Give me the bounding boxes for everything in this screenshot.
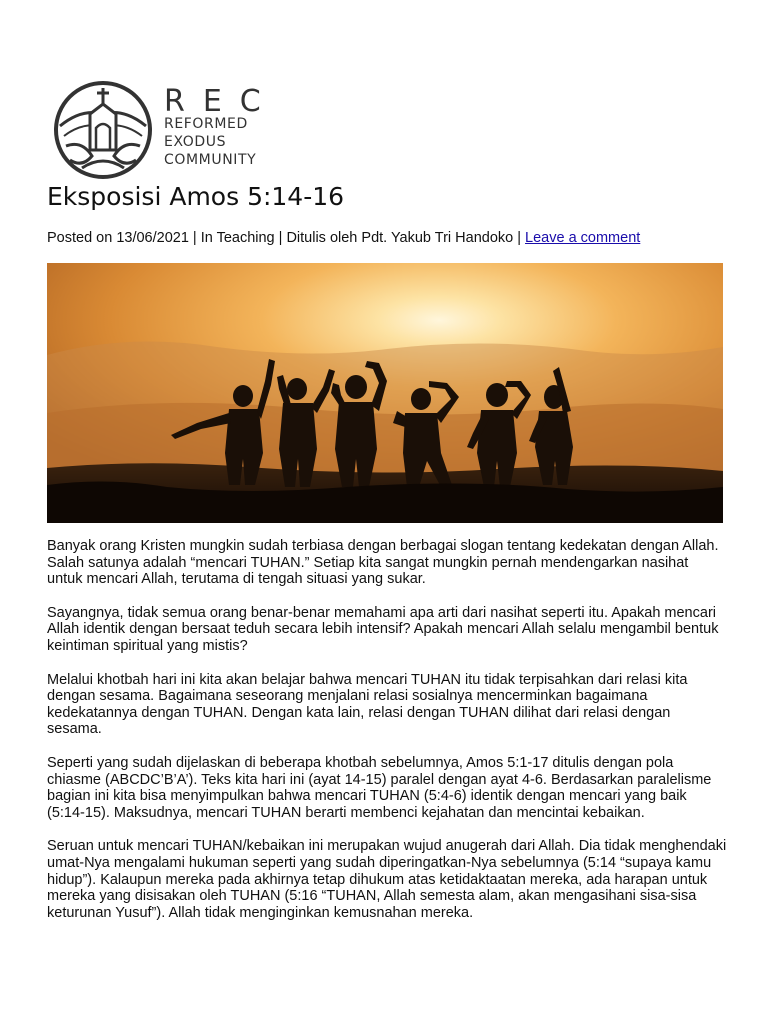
paragraph: Melalui khotbah hari ini kita akan belajar bahwa mencari TUHAN itu tidak terpisahkan dari relasi kita dengan sesama. Bagaimana seseorang menjalani relasi sosialnya mencerminkan bagaimana kedekatannya dengan TUHAN. Dengan kata lain, relasi dengan TUHAN dilihat dari relasi dengan sesama.	[47, 671, 688, 738]
post-title: Eksposisi Amos 5:14-16	[47, 182, 345, 211]
post-meta	[47, 230, 640, 246]
sunset-group-silhouette-image	[47, 263, 723, 523]
paragraph: Banyak orang Kristen mungkin sudah terbiasa dengan berbagai slogan tentang kedekatan dengan Allah. Salah satunya adalah “mencari TUHAN.” Setiap kita sangat mungkin pernah mendengarkan nasihat untuk mencari Allah, terutama di tengah situasi yang sukar.	[47, 538, 719, 588]
church-seal-icon	[52, 80, 154, 180]
paragraph: Seperti yang sudah dijelaskan di beberapa khotbah sebelumnya, Amos 5:1-17 ditulis dengan pola chiasme (ABCDC’B’A’). Teks kita hari ini (ayat 14-15) paralel dengan ayat 4-6. Berdasarkan paralelisme bagian ini kita bisa menyimpulkan bahwa mencari TUHAN (5:4-6) identik dengan mencari yang baik (5:14-15). Maksudnya, mencari TUHAN berarti membenci kejahatan dan mencintai kebaikan.	[47, 754, 712, 821]
logo-line-community: COMMUNITY	[164, 152, 257, 168]
logo-letters: REC	[164, 84, 279, 119]
paragraph: Seruan untuk mencari TUHAN/kebaikan ini merupakan wujud anugerah dari Allah. Dia tidak menghendaki umat-Nya mengalami hukuman seperti yang sudah diperingatkan-Nya sebelumnya (5:14 “supaya kamu hidup”). Kalaupun mereka pada akhirnya tetap dihukum atas ketidaktaatan mereka, ada harapan untuk mereka yang disisakan oleh TUHAN (5:16 “TUHAN, Allah semesta alam, akan mengasihani sisa-sisa keturunan Yusuf”). Allah tidak menginginkan kemusnahan mereka.	[47, 838, 727, 921]
post-meta-info: Posted on 13/06/2021 | In Teaching | Ditulis oleh Pdt. Yakub Tri Handoko |	[47, 230, 526, 246]
hero-image	[47, 263, 723, 523]
site-logo[interactable]	[52, 80, 292, 180]
paragraph: Sayangnya, tidak semua orang benar-benar memahami apa arti dari nasihat seperti itu. Apakah mencari Allah identik dengan bersaat teduh secara lebih intensif? Apakah mencari Allah selalu mengambil bentuk keintiman spiritual yang mistis?	[47, 604, 719, 654]
post-content	[47, 538, 727, 938]
leave-comment-link[interactable]: Leave a comment	[525, 230, 641, 246]
logo-line-reformed: REFORMED	[164, 116, 248, 132]
logo-line-exodus: EXODUS	[164, 134, 227, 150]
